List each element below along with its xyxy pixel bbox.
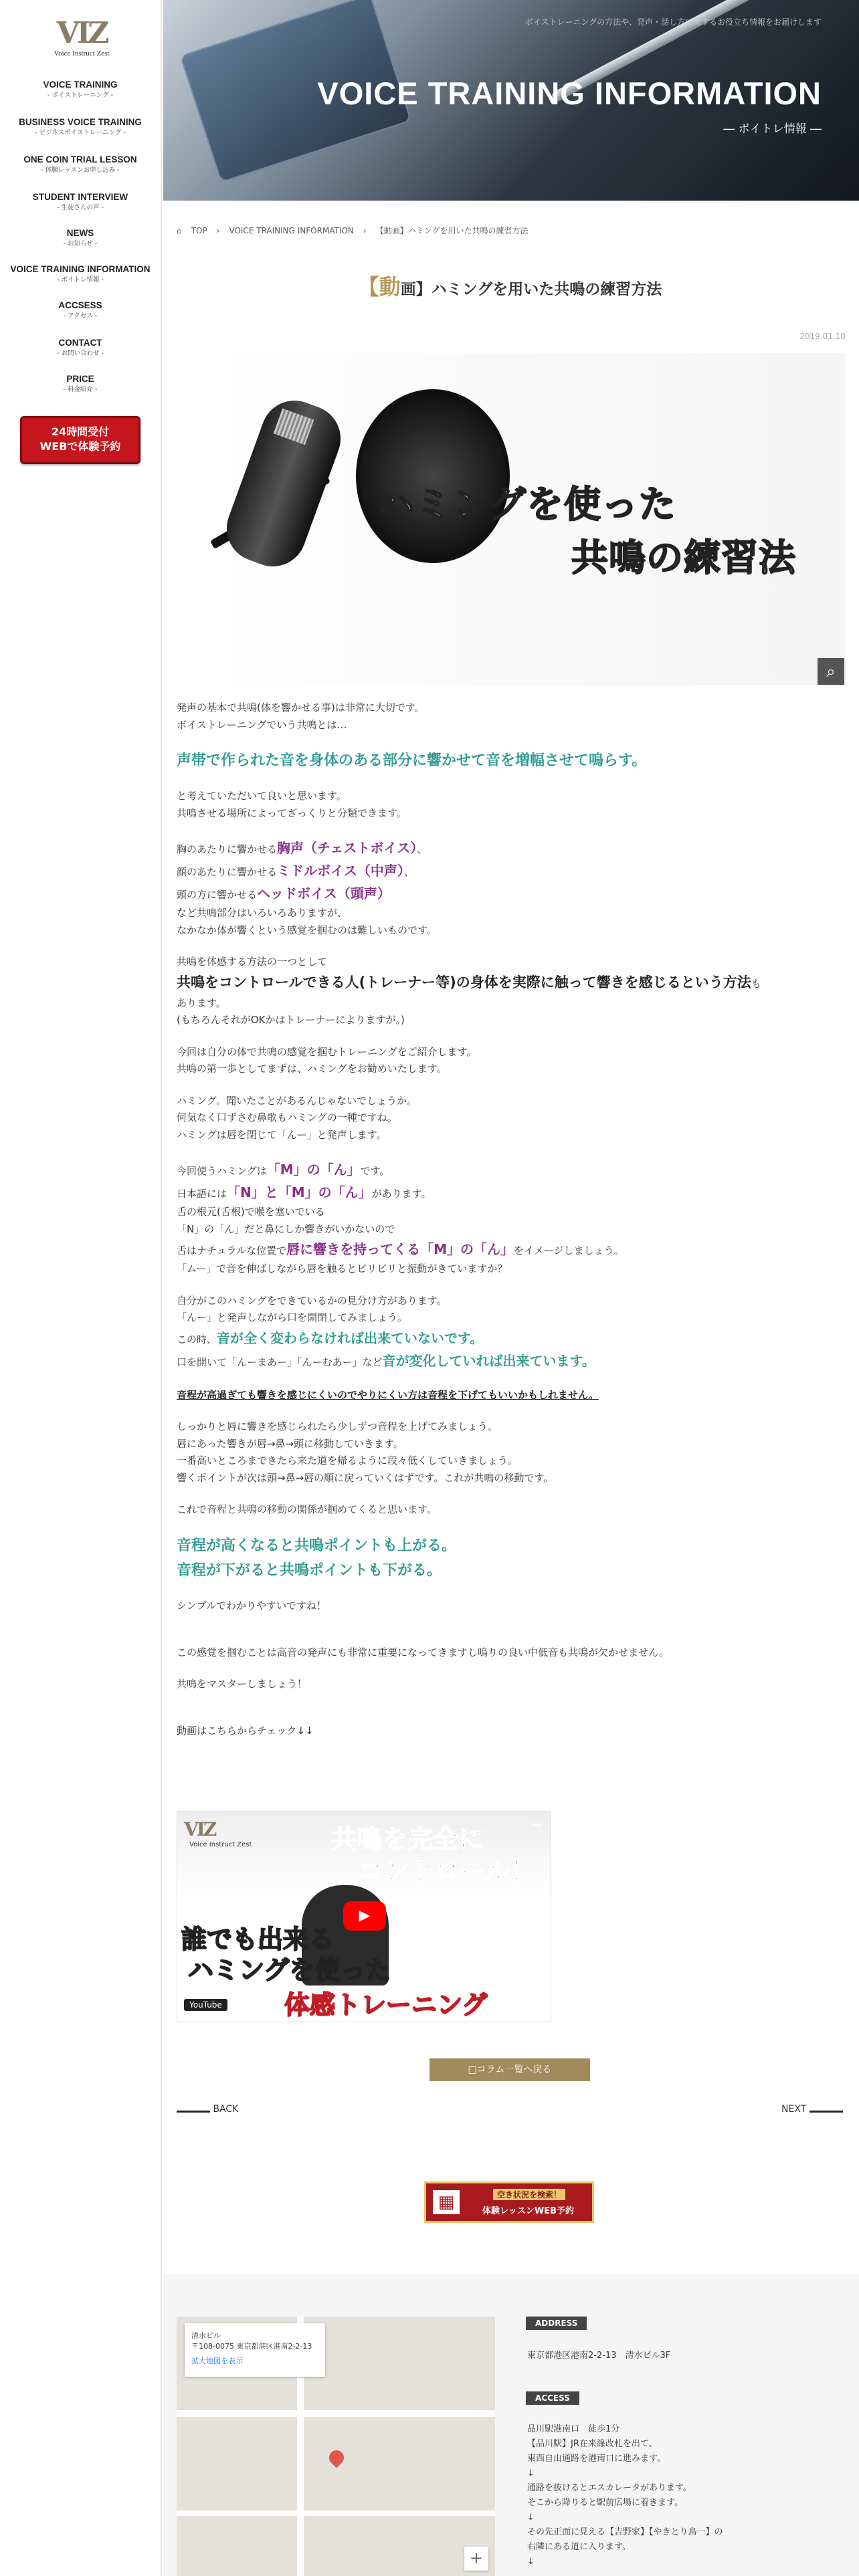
play-icon[interactable]: ▶ [343, 1901, 386, 1931]
banner-line1: 空き状況を検索！ [493, 2189, 565, 2200]
hero-banner [163, 0, 859, 201]
share-icon[interactable]: ↪ [531, 1818, 541, 1832]
nav-label: NEWS [66, 228, 94, 238]
nav-price[interactable] [0, 373, 161, 395]
web-reserve-button[interactable] [20, 416, 140, 464]
back-link[interactable] [177, 2104, 238, 2115]
text-line: (もちろんそれがOKかはトレーナーによりますが。) [177, 1014, 405, 1027]
nav-voice-training-information[interactable] [0, 263, 161, 285]
text-line: 自分がこのハミングをできているかの見分け方があります。 [177, 1294, 447, 1307]
breadcrumb-separator: › [363, 226, 367, 235]
logo-subtitle: Voice Instruct Zest [54, 49, 110, 58]
article-date: 2019.01.10 [799, 332, 846, 341]
reserve-line1: 24時間受付 [51, 425, 110, 438]
text-line: しっかりと唇に響きを感じられたら少しずつ音程を上げてみましょう。 [177, 1420, 498, 1433]
home-icon: ⌂ [177, 226, 182, 235]
text-line: 一番高いところまできたら来た道を帰るように段々低くしていきましょう。 [177, 1455, 518, 1467]
text-line: 今回は自分の体で共鳴の感覚を掴むトレーニングをご紹介します。 [177, 1045, 477, 1058]
arrow-right-icon [809, 2106, 843, 2113]
next-label: NEXT [781, 2104, 807, 2115]
text-line: 口を開いて「んーまあー」「んーむあー」など音が変化していれば出来ています。 [177, 1352, 595, 1369]
nav-label: STUDENT INTERVIEW [32, 192, 128, 202]
breadcrumb [177, 225, 537, 236]
map-road [177, 2410, 495, 2417]
text-line: 日本語には「N」と「M」の「ん」があります。 [177, 1184, 432, 1201]
text-line: この感覚を掴むことは高音の発声にも非常に重要になってきますし鳴りの良い中低音も共鳴が欠かせません。 [177, 1646, 669, 1658]
google-map[interactable] [177, 2317, 495, 2576]
nav-trial-lesson[interactable] [0, 154, 161, 175]
nav-label: BUSINESS VOICE TRAINING [19, 117, 142, 127]
nav-sublabel: - 料金紹介 - [63, 386, 98, 393]
highlight-line: 音程が高くなると共鳴ポイントも上がる。 [177, 1537, 457, 1554]
highlight-line: 音程が下がると共鳴ポイントも下がる。 [177, 1562, 442, 1579]
text-line: なかなか体が響くという感覚を掴むのは難しいものです。 [177, 924, 437, 936]
address-label: ADDRESS [526, 2317, 587, 2330]
trial-lesson-web-reserve-banner[interactable] [424, 2181, 594, 2223]
nav-label: VOICE TRAINING INFORMATION [10, 264, 151, 274]
access-text: 品川駅港南口 徒歩1分 【品川駅】JR在来線改札を出て、 東西自由通路を港南口に進みます。 ↓ 通路を抜けるとエスカレータがあります。 そこから降りると駅前広場に着きます。 ↓ その先正面に見える【吉野家】【やきとり鳥一】の 右隣にある道に入ります。 ↓ [527, 2424, 723, 2567]
nav-voice-training[interactable] [0, 79, 161, 100]
calendar-icon: ▦ [433, 2190, 460, 2214]
text-line: 何気なく口ずさむ鼻歌もハミングの一種ですね。 [177, 1111, 397, 1124]
nav-sublabel: - ボイストレーニング - [47, 92, 114, 99]
image-caption-2: 共鳴の練習法 [571, 536, 797, 579]
text-line: 発声の基本で共鳴(体を響かせる事)は非常に大切です。 [177, 702, 425, 714]
nav-sublabel: - お知らせ - [63, 240, 98, 247]
column-list-button[interactable]: □コラム一覧へ戻る [430, 2058, 590, 2081]
breadcrumb-section[interactable]: VOICE TRAINING INFORMATION [229, 226, 354, 235]
nav-sublabel: - 体験レッスンお申し込み - [41, 167, 120, 174]
search-icon[interactable]: ⌕ [818, 658, 844, 685]
highlight-line: 声帯で作られた音を身体のある部分に響かせて音を増幅させて鳴らす。 [177, 752, 647, 769]
zoom-in-icon[interactable]: + [464, 2547, 488, 2571]
image-caption-1: ハミングを使った [377, 483, 676, 526]
nav-business-voice-training[interactable] [0, 116, 161, 138]
nav-contact[interactable] [0, 337, 161, 358]
nav-sublabel: - お問い合わせ - [57, 350, 104, 357]
text-line: シンプルでわかりやすいですね！ [177, 1600, 327, 1612]
title-big-char: 【動 [357, 274, 401, 300]
breadcrumb-separator: › [216, 226, 220, 235]
nav-sublabel: - ビジネスボイストレーニング - [35, 129, 126, 136]
article-main-image [177, 353, 846, 685]
text-line: 動画はこちらからチェック↓↓ [177, 1724, 314, 1737]
text-line: 共鳴の第一歩としてまずは、ハミングをお勧めいたします。 [177, 1063, 447, 1075]
text-line: 頭の方に響かせるヘッドボイス（頭声） [177, 885, 391, 902]
breadcrumb-top[interactable]: TOP [191, 226, 207, 235]
text-line: 唇にあった響きが唇→鼻→頭に移動していきます。 [177, 1437, 403, 1450]
text-line: 共鳴を体感する方法の一つとして [177, 956, 328, 968]
nav-sublabel: - ボイトレ情報 - [57, 276, 104, 284]
text-line: と考えていただいて良いと思います。 [177, 790, 347, 802]
back-label: BACK [213, 2104, 239, 2115]
text-line: 「N」の「ん」だと鼻にしか響きがいかないので [177, 1222, 395, 1235]
text-line: これで音程と共鳴の移動の関係が掴めてくると思います。 [177, 1503, 437, 1516]
nav-student-interview[interactable] [0, 191, 161, 213]
map-info-card [185, 2323, 325, 2377]
text-line: 共鳴をマスターしましょう！ [177, 1678, 308, 1691]
map-card-title: 清水ビル [191, 2331, 221, 2340]
youtube-video-embed[interactable] [177, 1811, 551, 2022]
sidebar [0, 0, 162, 2576]
breadcrumb-current: 【動画】ハミングを用いた共鳴の練習方法 [375, 226, 529, 235]
text-line: 共鳴をコントロールできる人(トレーナー等)の身体を実際に触って響きを感じるという方法も [177, 974, 761, 990]
text-line: 舌はナチュラルな位置で唇に響きを持ってくる「M」の「ん」をイメージしましょう。 [177, 1241, 624, 1258]
text-line: あります。 [177, 996, 226, 1009]
site-logo[interactable] [41, 16, 122, 60]
text-line: など共鳴部分はいろいろありますが、 [177, 907, 348, 920]
nav-news[interactable] [0, 227, 161, 249]
text-line: 響くポイントが次は頭→鼻→唇の順に戻っていくはずです。これが共鳴の移動です。 [177, 1471, 554, 1484]
youtube-logo[interactable]: YouTube [184, 1999, 227, 2011]
logo-mark: VIZ [56, 16, 107, 50]
hero-subtitle: ― ボイトレ情報 ― [723, 122, 822, 136]
nav-label: ACCSESS [58, 300, 102, 310]
video-caption-2: コントロール！ [358, 1856, 536, 1886]
hero-title: VOICE TRAINING INFORMATION [317, 76, 822, 111]
hero-top-note: ボイストレーニングの方法や、発声・話し方に関するお役立ち情報をお届けします [524, 17, 822, 27]
nav-label: CONTACT [58, 338, 102, 348]
text-line: 今回使うハミングは「M」の「ん」です。 [177, 1162, 390, 1178]
nav-label: PRICE [66, 374, 94, 384]
text-line: 胸のあたりに響かせる胸声（チェストボイス）、 [177, 840, 427, 857]
nav-label: VOICE TRAINING [43, 80, 118, 90]
map-pin-icon [326, 2447, 347, 2468]
banner-line2: 体験レッスンWEB予約 [482, 2206, 574, 2216]
video-logo: VIZ [184, 1818, 215, 1840]
access-label: ACCESS [526, 2391, 579, 2405]
text-line: 舌の根元(舌根)で喉を塞いでいる [177, 1206, 325, 1218]
address-text: 東京都港区港南2-2-13 清水ビル3F [527, 2351, 671, 2361]
map-card-link[interactable]: 拡大地図を表示 [191, 2357, 243, 2365]
arrow-left-icon [177, 2106, 210, 2113]
underlined-note: 音程が高過ぎても響きを感じにくいのでやりにくい方は音程を下げてもいいかもしれません。 [177, 1388, 599, 1401]
text-line: ハミングは唇を閉じて「んー」と発声します。 [177, 1128, 387, 1141]
map-card-address: 〒108-0075 東京都港区港南2-2-13 [191, 2342, 312, 2351]
nav-sublabel: - アクセス - [63, 312, 98, 320]
text-line: 共鳴させる場所によってざっくりと分類できます。 [177, 807, 407, 819]
text-line: ハミング。聞いたことがあるんじゃないでしょうか。 [177, 1094, 417, 1107]
text-line: この時、音が全く変わらなければ出来ていないです。 [177, 1329, 484, 1346]
video-caption-5: 体感トレーニング [284, 1990, 488, 2020]
nav-access[interactable] [0, 300, 161, 321]
nav-sublabel: - 生徒さんの声 - [57, 204, 104, 211]
text-line: 顔のあたりに響かせるミドルボイス（中声）、 [177, 863, 414, 879]
text-line: 「んー」と発声しながら口を開閉してみましょう。 [177, 1311, 408, 1324]
video-caption-4: ハミングを使った [188, 1955, 391, 1985]
video-caption-1: 共鳴を完全に [331, 1824, 484, 1854]
map-road [177, 2510, 495, 2516]
video-logo-subtitle: Voice Instruct Zest [189, 1841, 252, 1848]
reserve-line2: WEBで体験予約 [39, 440, 121, 453]
article-body [177, 700, 846, 1739]
article-title [177, 270, 843, 301]
text-line: 「ムー」で音を伸ばしながら唇を触るとビリビリと振動がきていますか？ [177, 1263, 508, 1275]
next-link[interactable] [781, 2104, 843, 2115]
video-caption-3: 誰でも出来る [181, 1925, 335, 1954]
text-line: ボイストレーニングでいう共鳴とは… [177, 718, 347, 731]
title-rest: 画】ハミングを用いた共鳴の練習方法 [400, 281, 662, 298]
nav-label: ONE COIN TRIAL LESSON [23, 154, 137, 165]
